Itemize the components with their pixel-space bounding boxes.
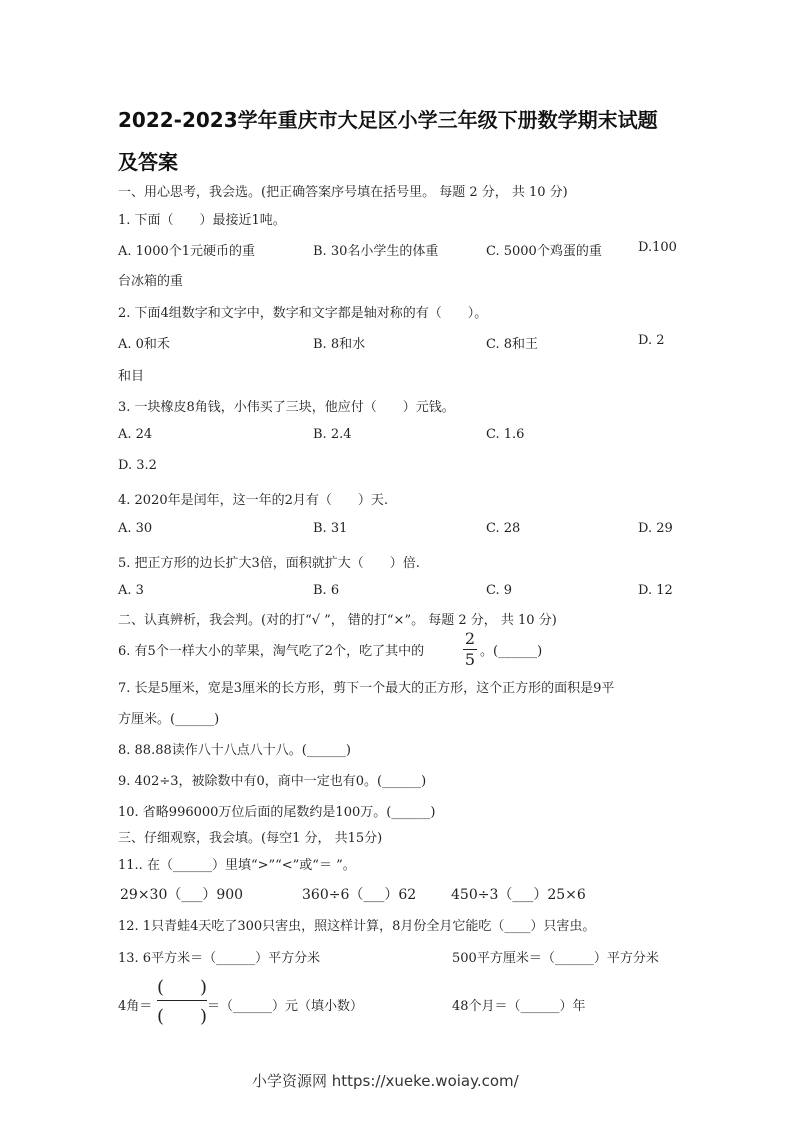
question-4: 4. 2020年是闰年，这一年的2月有（ ）天.	[118, 493, 389, 508]
q6-fraction-denominator: 5	[464, 650, 476, 669]
q2-option-c: C. 8和王	[486, 337, 539, 352]
section-3-heading: 三、仔细观察，我会填。(每空1 分， 共15分)	[118, 831, 383, 846]
q5-option-a: A. 3	[118, 583, 144, 598]
q1-option-d-cont: 台冰箱的重	[118, 274, 184, 289]
q4-option-d: D. 29	[638, 521, 673, 536]
q4-option-c: C. 28	[486, 521, 521, 536]
q11-expression-1: 29×30（___）900	[120, 887, 244, 903]
section-2-heading: 二、认真辨析，我会判。(对的打“√ ”， 错的打“×”。 每题 2 分， 共 10 分)	[118, 613, 557, 628]
q3-option-d: D. 3.2	[118, 458, 157, 473]
question-6: 6. 有5个一样大小的苹果，淘气吃了2个，吃了其中的	[118, 644, 425, 659]
q2-option-d-cont: 和目	[118, 369, 145, 384]
q3-option-c: C. 1.6	[486, 427, 525, 442]
q13-blank-fraction	[157, 973, 207, 1028]
q11-expression-2: 360÷6（___）62	[302, 887, 417, 903]
q6-answer-blank: 。(______)	[480, 644, 543, 659]
q1-option-b: B. 30名小学生的体重	[313, 244, 439, 259]
q13-fraction-numerator: ( )	[157, 977, 208, 998]
question-13-a: 13. 6平方米＝（______）平方分米	[118, 951, 321, 966]
fraction-bar	[157, 1000, 207, 1001]
question-12: 12. 1只青蛙4天吃了300只害虫，照这样计算，8月份全月它能吃（____）只害虫。	[118, 919, 596, 934]
question-10: 10. 省略996000万位后面的尾数约是100万。(______)	[118, 805, 436, 820]
q5-option-d: D. 12	[638, 583, 673, 598]
question-7-cont: 方厘米。(______)	[118, 712, 220, 727]
footer-source: 小学资源网 https://xueke.woiay.com/	[252, 1072, 519, 1090]
page-title: 2022-2023学年重庆市大足区小学三年级下册数学期末试题	[118, 108, 658, 132]
question-11: 11.. 在（______）里填“>”“<”或“＝ ”。	[118, 858, 356, 873]
question-8: 8. 88.88读作八十八点八十八。(______)	[118, 743, 351, 758]
question-7: 7. 长是5厘米，宽是3厘米的长方形，剪下一个最大的正方形，这个正方形的面积是9平	[118, 681, 615, 696]
q13-fraction-denominator: ( )	[157, 1006, 208, 1027]
question-9: 9. 402÷3，被除数中有0，商中一定也有0。(______)	[118, 774, 427, 789]
q5-option-c: C. 9	[486, 583, 513, 598]
question-5: 5. 把正方形的边长扩大3倍，面积就扩大（ ）倍.	[118, 556, 420, 571]
q6-fraction-numerator: 2	[464, 629, 476, 648]
page-title-cont: 及答案	[118, 150, 178, 174]
question-2: 2. 下面4组数字和文字中，数字和文字都是轴对称的有（ ）。	[118, 306, 488, 321]
question-1: 1. 下面（ ）最接近1吨。	[118, 213, 286, 228]
q1-option-c: C. 5000个鸡蛋的重	[486, 244, 602, 259]
question-13-b: 500平方厘米＝（______）平方分米	[452, 951, 659, 966]
q2-option-a: A. 0和禾	[118, 337, 170, 352]
question-3: 3. 一块橡皮8角钱，小伟买了三块，他应付（ ）元钱。	[118, 400, 455, 415]
q2-option-b: B. 8和水	[313, 337, 366, 352]
q5-option-b: B. 6	[313, 583, 340, 598]
q1-option-a: A. 1000个1元硬币的重	[118, 244, 256, 259]
question-13-d: 48个月＝（______）年	[452, 999, 586, 1014]
q13-c-prefix: 4角＝	[118, 999, 153, 1014]
q1-option-d: D.100	[638, 240, 677, 255]
q6-fraction	[463, 631, 477, 668]
q2-option-d: D. 2	[638, 333, 665, 348]
q4-option-a: A. 30	[118, 521, 153, 536]
q13-c-suffix: ＝（______）元（填小数）	[207, 999, 364, 1014]
q11-expression-3: 450÷3（___）25×6	[451, 887, 586, 903]
q3-option-a: A. 24	[118, 427, 153, 442]
q4-option-b: B. 31	[313, 521, 348, 536]
q3-option-b: B. 2.4	[313, 427, 352, 442]
section-1-heading: 一、用心思考，我会选。(把正确答案序号填在括号里。 每题 2 分， 共 10 分)	[118, 185, 568, 200]
